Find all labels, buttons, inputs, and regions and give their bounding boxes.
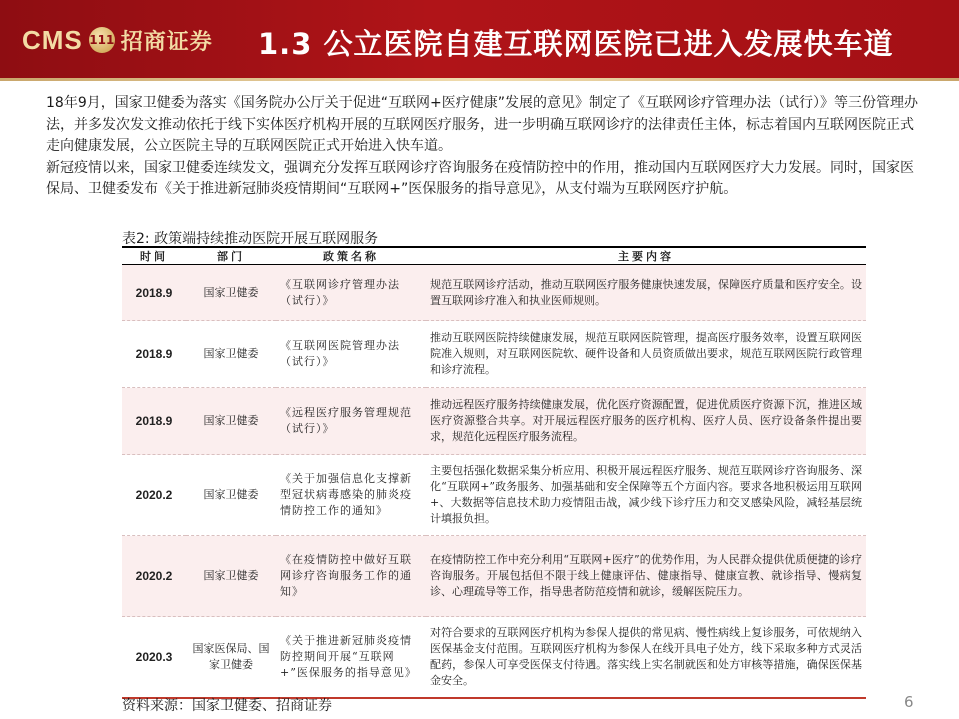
table-caption: 表2: 政策端持续推动医院开展互联网服务 bbox=[122, 231, 379, 247]
table-row bbox=[122, 617, 866, 699]
cell-policy: 《在疫情防控中做好互联网诊疗咨询服务工作的通知》 bbox=[276, 536, 426, 617]
cell-time: 2018.9 bbox=[122, 265, 186, 321]
body-paragraph-2: 新冠疫情以来，国家卫健委连续发文，强调充分发挥互联网诊疗咨询服务在疫情防控中的作用，推动国内互联网医疗大力发展。同时，国家医保局、卫健委发布《关于推进新冠肺炎疫情期间“互联网+”医保服务的指导意见》，从支付端为互联网医疗护航。 bbox=[46, 159, 914, 197]
body-text bbox=[46, 93, 926, 201]
cell-policy: 《关于推进新冠肺炎疫情防控期间开展“互联网+”医保服务的指导意见》 bbox=[276, 617, 426, 699]
cell-dept: 国家卫健委 bbox=[186, 536, 276, 617]
header-dept: 部门 bbox=[186, 247, 276, 265]
cell-dept: 国家卫健委 bbox=[186, 265, 276, 321]
cell-content: 在疫情防控工作中充分利用“互联网+医疗”的优势作用，为人民群众提供优质便捷的诊疗咨询服务。开展包括但不限于线上健康评估、健康指导、健康宣教、就诊指导、慢病复诊、心理疏导等工作，指导患者防范疫情和就诊，缓解医院压力。 bbox=[426, 536, 866, 617]
cell-time: 2018.9 bbox=[122, 321, 186, 388]
cell-time: 2020.2 bbox=[122, 536, 186, 617]
cell-content: 推动互联网医院持续健康发展，规范互联网医院管理，提高医疗服务效率，设置互联网医院准入规则，对互联网医院软、硬件设备和人员资质做出要求，规范互联网医院行政管理和诊疗流程。 bbox=[426, 321, 866, 388]
cell-content: 对符合要求的互联网医疗机构为参保人提供的常见病、慢性病线上复诊服务，可依规纳入医保基金支付范围。互联网医疗机构为参保人在线开具电子处方，线下采取多种方式灵活配药，参保人可享受医保支付待遇。落实线上实名制就医和处方审核等措施，确保医保基金安全。 bbox=[426, 617, 866, 699]
header-policy: 政策名称 bbox=[276, 247, 426, 265]
cell-policy: 《远程医疗服务管理规范（试行）》 bbox=[276, 388, 426, 455]
cell-content: 规范互联网诊疗活动，推动互联网医疗服务健康快速发展，保障医疗质量和医疗安全。设置互联网诊疗准入和执业医师规则。 bbox=[426, 265, 866, 321]
table-row bbox=[122, 388, 866, 455]
body-paragraph-1: 18年9月，国家卫健委为落实《国务院办公厅关于促进“互联网+医疗健康”发展的意见》制定了《互联网诊疗管理办法（试行）》等三份管理办法，并多发次发文推动依托于线下实体医疗机构开展的互联网医疗服务，进一步明确互联网诊疗的法律责任主体，标志着国内互联网医院正式走向健康发展，公立医院主导的互联网医院正式开始进入快车道。 bbox=[46, 95, 918, 154]
header-divider bbox=[0, 78, 959, 81]
table-row bbox=[122, 455, 866, 536]
cell-policy: 《互联网医院管理办法（试行）》 bbox=[276, 321, 426, 388]
page-number: 6 bbox=[904, 693, 914, 711]
logo-cms-text: CMS bbox=[22, 24, 83, 55]
cell-content: 主要包括强化数据采集分析应用、积极开展远程医疗服务、规范互联网诊疗咨询服务、深化“互联网+”政务服务、加强基础和安全保障等五个方面内容。要求各地积极运用互联网+、大数据等信息技术助力疫情阻击战，减少线下诊疗压力和交叉感染风险，减轻基层统计填报负担。 bbox=[426, 455, 866, 536]
table-row bbox=[122, 321, 866, 388]
cell-dept: 国家卫健委 bbox=[186, 388, 276, 455]
cell-policy: 《关于加强信息化支撑新型冠状病毒感染的肺炎疫情防控工作的通知》 bbox=[276, 455, 426, 536]
logo-company-name: 招商证券 bbox=[120, 28, 213, 55]
cell-dept: 国家卫健委 bbox=[186, 321, 276, 388]
table-header-row bbox=[122, 247, 866, 265]
cell-content: 推动远程医疗服务持续健康发展，优化医疗资源配置，促进优质医疗资源下沉，推进区域医疗资源整合共享。对开展远程医疗服务的医疗机构、医疗人员、医疗设备条件提出要求，规范化远程医疗服务流程。 bbox=[426, 388, 866, 455]
page-title: 1.3 公立医院自建互联网医院已进入发展快车道 bbox=[258, 27, 894, 61]
source-note: 资料来源：国家卫健委、招商证券 bbox=[122, 698, 332, 714]
cell-time: 2018.9 bbox=[122, 388, 186, 455]
company-logo bbox=[22, 20, 213, 60]
cell-dept: 国家医保局、国家卫健委 bbox=[186, 617, 276, 699]
header-time: 时间 bbox=[122, 247, 186, 265]
logo-badge-icon: 111 bbox=[89, 27, 115, 53]
table-row bbox=[122, 536, 866, 617]
table-row bbox=[122, 265, 866, 321]
cell-time: 2020.3 bbox=[122, 617, 186, 699]
header-content: 主要内容 bbox=[426, 247, 866, 265]
cell-time: 2020.2 bbox=[122, 455, 186, 536]
header-bar bbox=[0, 0, 959, 78]
cell-policy: 《互联网诊疗管理办法（试行）》 bbox=[276, 265, 426, 321]
cell-dept: 国家卫健委 bbox=[186, 455, 276, 536]
policy-table bbox=[122, 246, 866, 699]
